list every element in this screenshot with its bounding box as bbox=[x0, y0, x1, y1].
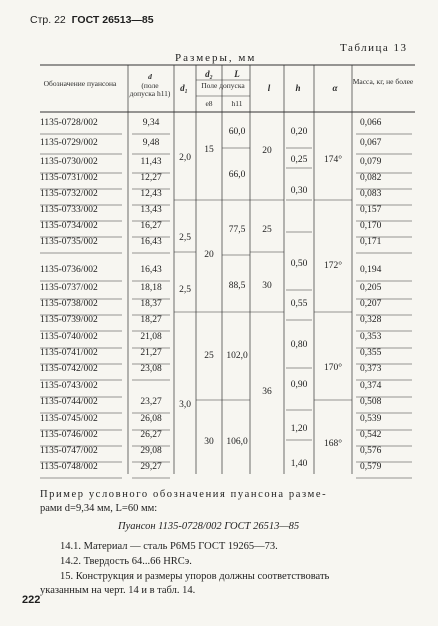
d-cell: 23,27 bbox=[140, 397, 162, 407]
designation-cell: 1135-0733/002 bbox=[40, 205, 98, 215]
designation-cell: 1135-0728/002 bbox=[40, 118, 98, 128]
designation-cell: 1135-0736/002 bbox=[40, 265, 98, 275]
h-cell: 0,30 bbox=[290, 186, 308, 196]
d-cell: 26,08 bbox=[140, 414, 162, 424]
d2-cell: 15 bbox=[204, 145, 214, 155]
mass-cell: 0,205 bbox=[360, 283, 382, 293]
h-cell: 0,20 bbox=[290, 127, 308, 137]
designation-cell: 1135-0741/002 bbox=[40, 348, 98, 358]
col-d1 bbox=[175, 84, 193, 93]
mass-cell: 0,194 bbox=[360, 265, 382, 275]
page-label: Стр. 22 bbox=[30, 14, 66, 26]
note-14-1: 14.1. Материал — сталь Р6М5 ГОСТ 19265—73. bbox=[60, 541, 278, 552]
designation-cell: 1135-0748/002 bbox=[40, 462, 98, 472]
d-cell: 9,48 bbox=[142, 138, 160, 148]
h-cell: 1,20 bbox=[290, 424, 308, 434]
mass-cell: 0,353 bbox=[360, 332, 382, 342]
mass-cell: 0,082 bbox=[360, 173, 382, 183]
col-d-symbol: d bbox=[148, 72, 152, 81]
d-cell: 21,27 bbox=[140, 348, 162, 358]
d-cell: 13,43 bbox=[140, 205, 162, 215]
h-cell: 0,80 bbox=[290, 340, 308, 350]
note-15: 15. Конструкция и размеры упоров должны соответствовать bbox=[60, 571, 330, 582]
designation-cell: 1135-0739/002 bbox=[40, 315, 98, 325]
note-15-cont: указанным на черт. 14 и в табл. 14. bbox=[40, 585, 196, 596]
example-line2: рами d=9,34 мм, L=60 мм: bbox=[40, 503, 158, 514]
designation-cell: 1135-0737/002 bbox=[40, 283, 98, 293]
d2-cell: 30 bbox=[204, 437, 214, 447]
designation-cell: 1135-0734/002 bbox=[40, 221, 98, 231]
designation-cell: 1135-0745/002 bbox=[40, 414, 98, 424]
d-cell: 29,27 bbox=[140, 462, 162, 472]
L-cell: 88,5 bbox=[228, 281, 246, 291]
L-cell: 77,5 bbox=[228, 225, 246, 235]
d1-cell: 2,5 bbox=[179, 285, 191, 295]
col-d2-label: d₂ bbox=[205, 69, 213, 79]
col-alpha bbox=[315, 84, 355, 93]
col-d2 bbox=[196, 70, 222, 79]
d-cell: 18,18 bbox=[140, 283, 162, 293]
mass-cell: 0,355 bbox=[360, 348, 382, 358]
mass-cell: 0,539 bbox=[360, 414, 382, 424]
mass-cell: 0,374 bbox=[360, 381, 382, 391]
designation-cell: 1135-0732/002 bbox=[40, 189, 98, 199]
col-d-tolerance: (поле допуска h11) bbox=[129, 80, 171, 98]
l-cell: 20 bbox=[262, 146, 272, 156]
L-cell: 102,0 bbox=[226, 351, 248, 361]
example-line1: Пример условного обозначения пуансона разме- bbox=[40, 489, 328, 500]
table-caption: Размеры, мм bbox=[175, 52, 257, 64]
l-cell: 30 bbox=[262, 281, 272, 291]
col-mass: Масса, кг, не более bbox=[352, 77, 414, 86]
d-cell: 23,08 bbox=[140, 364, 162, 374]
mass-cell: 0,207 bbox=[360, 299, 382, 309]
d1-cell: 2,5 bbox=[179, 233, 191, 243]
mass-cell: 0,508 bbox=[360, 397, 382, 407]
col-L bbox=[224, 70, 250, 79]
alpha-cell: 168° bbox=[323, 439, 343, 449]
col-alpha-label: α bbox=[332, 83, 338, 93]
standard-label: ГОСТ 26513—85 bbox=[71, 14, 154, 26]
col-h-label: h bbox=[295, 83, 301, 93]
d-cell: 21,08 bbox=[140, 332, 162, 342]
mass-cell: 0,373 bbox=[360, 364, 382, 374]
L-cell: 66,0 bbox=[228, 170, 246, 180]
designation-cell: 1135-0746/002 bbox=[40, 430, 98, 440]
col-l bbox=[254, 84, 284, 93]
mass-cell: 0,171 bbox=[360, 237, 382, 247]
col-d1-label: d₁ bbox=[180, 83, 188, 93]
mass-cell: 0,083 bbox=[360, 189, 382, 199]
mass-cell: 0,579 bbox=[360, 462, 382, 472]
designation-cell: 1135-0729/002 bbox=[40, 138, 98, 148]
h-cell: 0,25 bbox=[290, 155, 308, 165]
mass-cell: 0,576 bbox=[360, 446, 382, 456]
mass-cell: 0,067 bbox=[360, 138, 382, 148]
alpha-cell: 172° bbox=[323, 261, 343, 271]
note-14-2: 14.2. Твердость 64...66 HRCэ. bbox=[60, 556, 192, 567]
mass-cell: 0,542 bbox=[360, 430, 382, 440]
l-cell: 36 bbox=[262, 387, 272, 397]
d-cell: 18,27 bbox=[140, 315, 162, 325]
col-l-label: l bbox=[267, 83, 271, 93]
mass-cell: 0,066 bbox=[360, 118, 382, 128]
col-h bbox=[284, 84, 312, 93]
mass-cell: 0,328 bbox=[360, 315, 382, 325]
designation-cell: 1135-0742/002 bbox=[40, 364, 98, 374]
mass-cell: 0,157 bbox=[360, 205, 382, 215]
designation-cell: 1135-0744/002 bbox=[40, 397, 98, 407]
designation-cell: 1135-0731/002 bbox=[40, 173, 98, 183]
mass-cell: 0,079 bbox=[360, 157, 382, 167]
alpha-cell: 170° bbox=[323, 363, 343, 373]
d-cell: 16,43 bbox=[140, 237, 162, 247]
alpha-cell: 174° bbox=[323, 155, 343, 165]
d1-cell: 2,0 bbox=[179, 153, 191, 163]
example-designation: Пуансон 1135-0728/002 ГОСТ 26513—85 bbox=[118, 521, 300, 532]
h-cell: 0,50 bbox=[290, 259, 308, 269]
designation-cell: 1135-0738/002 bbox=[40, 299, 98, 309]
col-L-label: L bbox=[234, 69, 240, 79]
d2-cell: 25 bbox=[204, 351, 214, 361]
h-cell: 0,55 bbox=[290, 299, 308, 309]
designation-cell: 1135-0740/002 bbox=[40, 332, 98, 342]
mass-cell: 0,170 bbox=[360, 221, 382, 231]
col-d bbox=[128, 73, 172, 99]
d-cell: 26,27 bbox=[140, 430, 162, 440]
designation-cell: 1135-0747/002 bbox=[40, 446, 98, 456]
col-e8: e8 bbox=[205, 99, 213, 108]
col-tolerance-field: Поле допуска bbox=[201, 81, 245, 90]
L-cell: 106,0 bbox=[226, 437, 248, 447]
d1-cell: 3,0 bbox=[179, 400, 191, 410]
designation-cell: 1135-0743/002 bbox=[40, 381, 98, 391]
designation-cell: 1135-0730/002 bbox=[40, 157, 98, 167]
L-cell: 60,0 bbox=[228, 127, 246, 137]
d2-cell: 20 bbox=[204, 250, 214, 260]
l-cell: 25 bbox=[262, 225, 272, 235]
d-cell: 29,08 bbox=[140, 446, 162, 456]
col-h11: h11 bbox=[231, 99, 243, 108]
d-cell: 16,27 bbox=[140, 221, 162, 231]
d-cell: 12,27 bbox=[140, 173, 162, 183]
d-cell: 16,43 bbox=[140, 265, 162, 275]
d-cell: 18,37 bbox=[140, 299, 162, 309]
col-designation: Обозначение пуансона bbox=[43, 79, 117, 88]
d-cell: 11,43 bbox=[140, 157, 162, 167]
table-number: Таблица 13 bbox=[340, 42, 408, 54]
designation-cell: 1135-0735/002 bbox=[40, 237, 98, 247]
d-cell: 9,34 bbox=[142, 118, 160, 128]
page-number: 222 bbox=[22, 594, 41, 606]
h-cell: 0,90 bbox=[290, 380, 308, 390]
d-cell: 12,43 bbox=[140, 189, 162, 199]
h-cell: 1,40 bbox=[290, 459, 308, 469]
